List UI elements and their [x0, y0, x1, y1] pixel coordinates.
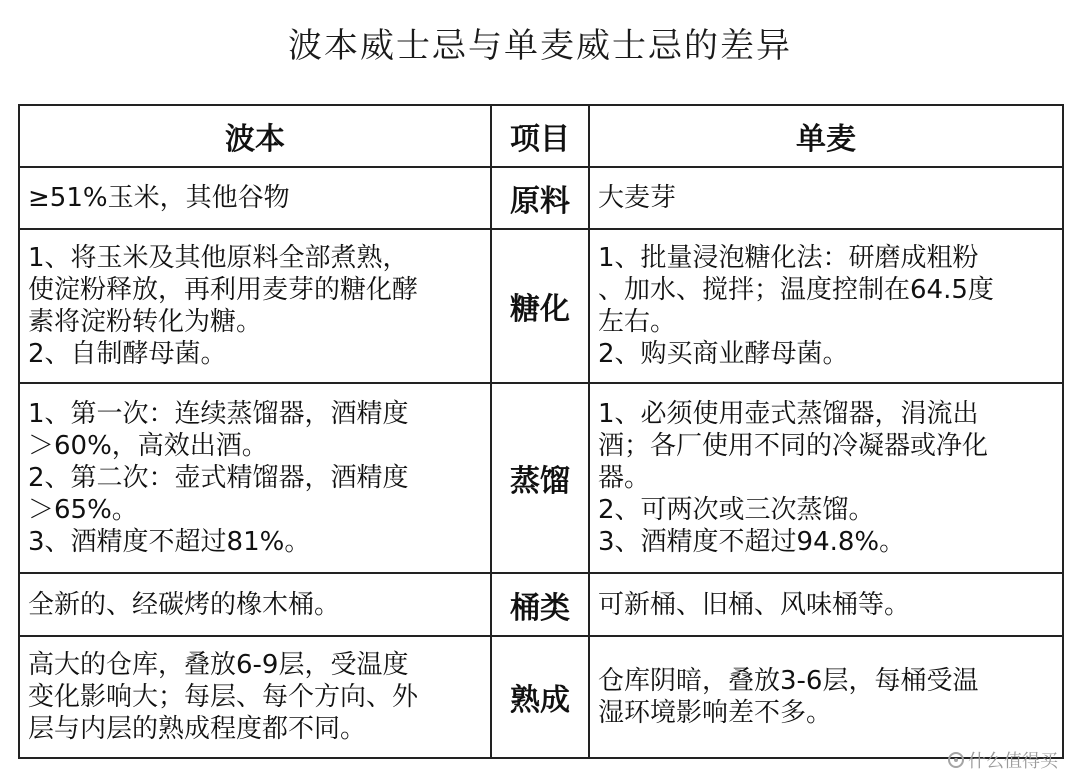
table-row [19, 229, 1063, 383]
bourbon-cell: 1、将玉米及其他原料全部煮熟， 使淀粉释放，再利用麦芽的糖化酵 素将淀粉转化为糖。 2、自制酵母菌。 [19, 229, 491, 383]
malt-cell: 仓库阴暗，叠放3-6层，每桶受温 湿环境影响差不多。 [589, 636, 1063, 758]
bourbon-cell: 高大的仓库，叠放6-9层，受温度 变化影响大；每层、每个方向、外 层与内层的熟成程度都不同。 [19, 636, 491, 758]
page-title: 波本威士忌与单麦威士忌的差异 [288, 26, 792, 66]
malt-cell: 1、批量浸泡糖化法：研磨成粗粉 、加水、搅拌；温度控制在64.5度 左右。 2、购买商业酵母菌。 [589, 229, 1063, 383]
table-row [19, 636, 1063, 758]
item-cell: 原料 [491, 167, 589, 229]
watermark-text: 什么值得买 [968, 751, 1058, 772]
table-row [19, 383, 1063, 573]
table-header-row [19, 105, 1063, 167]
bourbon-cell: ≥51%玉米，其他谷物 [19, 167, 491, 229]
item-cell: 熟成 [491, 636, 589, 758]
bourbon-cell: 1、第一次：连续蒸馏器，酒精度 ＞60%，高效出酒。 2、第二次：壶式精馏器，酒精度 ＞65%。 3、酒精度不超过81%。 [19, 383, 491, 573]
smzdm-logo-icon [948, 752, 964, 768]
table-row [19, 167, 1063, 229]
table-row [19, 573, 1063, 636]
watermark [948, 747, 1058, 773]
item-cell: 糖化 [491, 229, 589, 383]
malt-cell: 可新桶、旧桶、风味桶等。 [589, 573, 1063, 636]
bourbon-cell: 全新的、经碳烤的橡木桶。 [19, 573, 491, 636]
header-item: 项目 [491, 105, 589, 167]
malt-cell: 1、必须使用壶式蒸馏器，涓流出 酒；各厂使用不同的冷凝器或净化 器。 2、可两次或三次蒸馏。 3、酒精度不超过94.8%。 [589, 383, 1063, 573]
header-bourbon: 波本 [19, 105, 491, 167]
item-cell: 桶类 [491, 573, 589, 636]
item-cell: 蒸馏 [491, 383, 589, 573]
malt-cell: 大麦芽 [589, 167, 1063, 229]
header-single-malt: 单麦 [589, 105, 1063, 167]
comparison-table [18, 104, 1064, 759]
